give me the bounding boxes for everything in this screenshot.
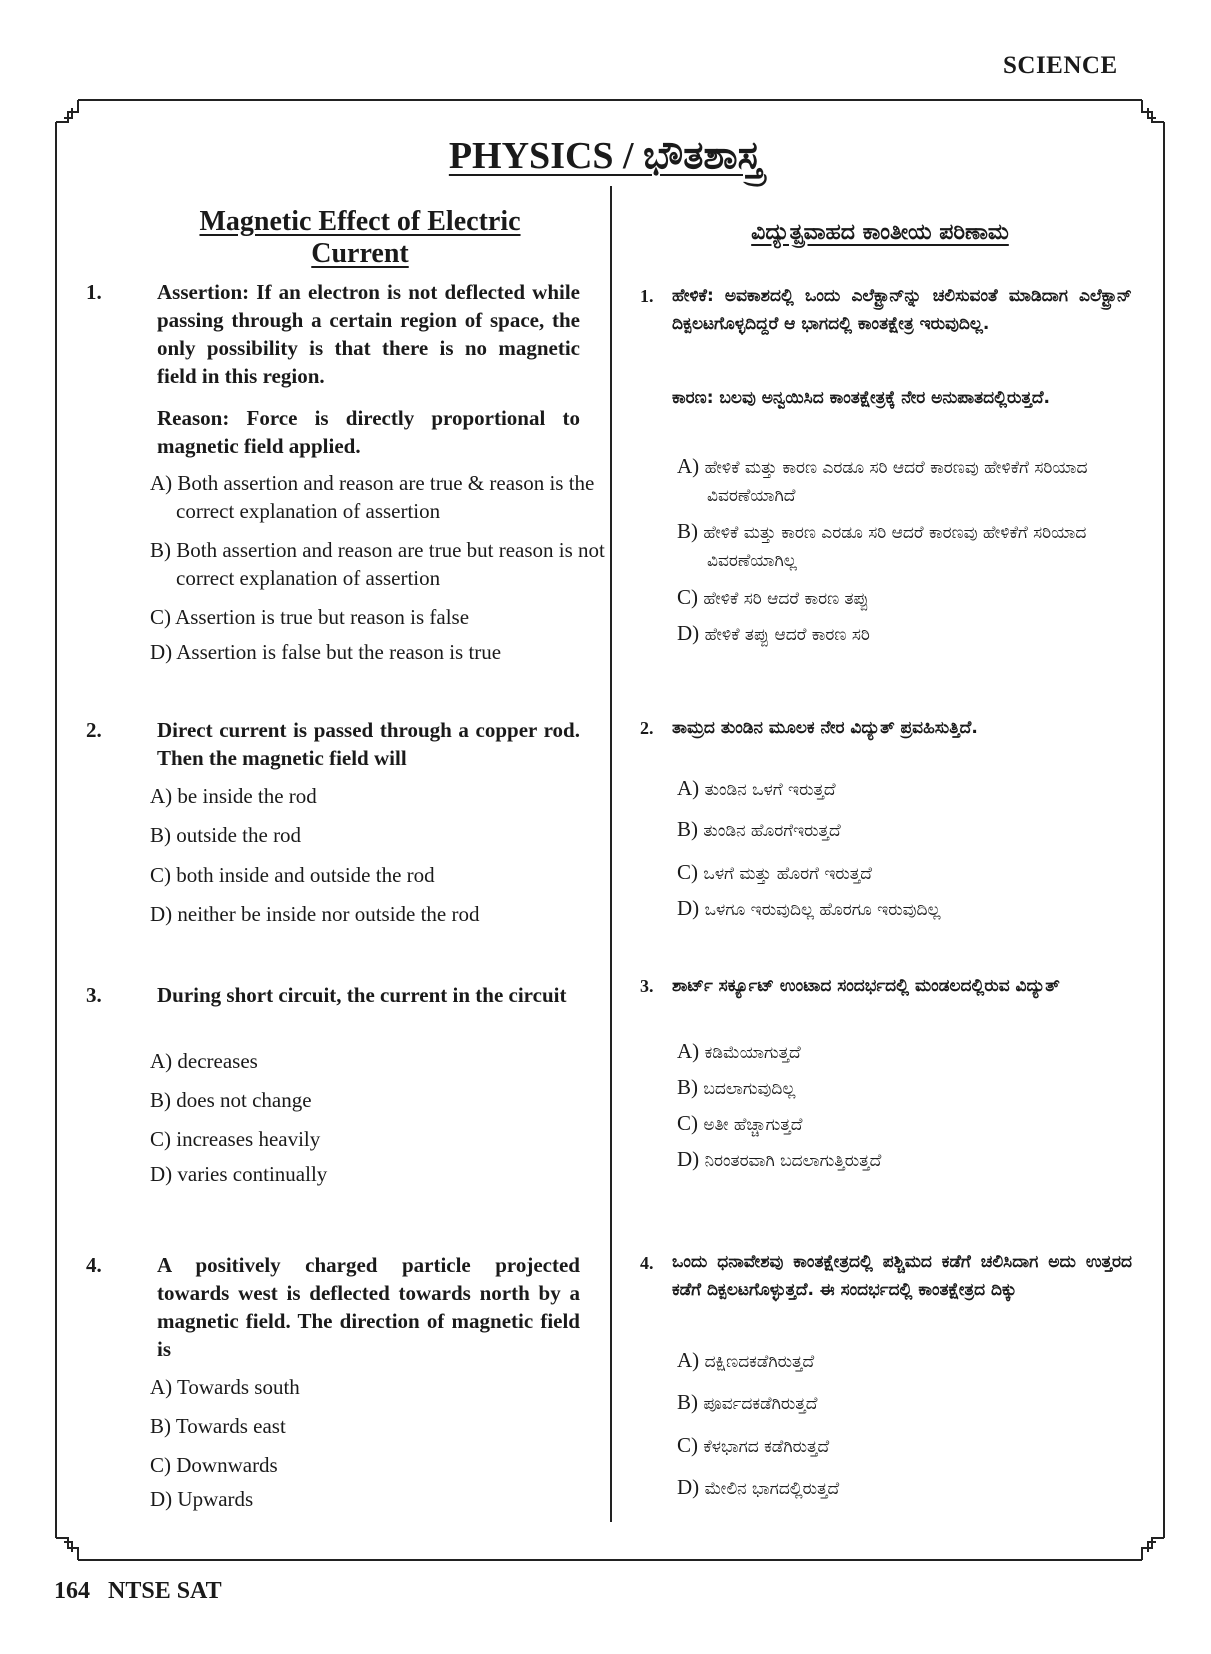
option-label: B) [677, 1075, 698, 1099]
column-divider [610, 186, 612, 1522]
option-label: C) [677, 1111, 698, 1135]
subject-header: SCIENCE [1003, 52, 1118, 79]
option[interactable]: C) Downwards [150, 1453, 278, 1477]
question-text: Assertion: If an electron is not deflected while passing through a certain region of space, the only possibility is that there is no magnetic field in this region. [157, 280, 580, 388]
option-text: ಅತೀ ಹೆಚ್ಚಾಗುತ್ತದೆ [703, 1115, 803, 1135]
option-kn[interactable] [677, 774, 1162, 804]
option-label: D) [677, 621, 700, 645]
option[interactable]: D) Assertion is false but the reason is true [150, 640, 502, 664]
section-heading-en: Magnetic Effect of Electric Current [199, 206, 521, 269]
option-kn[interactable] [677, 1346, 1162, 1376]
page-number: 164 [54, 1578, 90, 1604]
option-label: A) [677, 776, 700, 800]
option[interactable]: C) both inside and outside the rod [150, 863, 435, 887]
book-title: NTSE SAT [108, 1578, 222, 1604]
question-number-kn: 3. [640, 976, 654, 996]
option[interactable]: A) be inside the rod [150, 784, 317, 808]
question-text: During short circuit, the current in the circuit [157, 983, 567, 1007]
question-number-kn: 1. [640, 286, 654, 306]
option-text: ಬದಲಾಗುವುದಿಲ್ಲ [703, 1079, 796, 1099]
question-text-kn: ತಾಮ್ರದ ತುಂಡಿನ ಮೂಲಕ ನೇರ ವಿದ್ಯುತ್ ಪ್ರವಹಿಸುತ್ತಿದೆ. [672, 718, 978, 738]
option-kn[interactable] [677, 1431, 1162, 1461]
option-kn[interactable] [677, 1037, 1162, 1067]
question-number: 1. [86, 280, 102, 304]
page-title: PHYSICS / ಭೌತಶಾಸ್ತ್ರ [448, 135, 763, 177]
option-kn[interactable] [677, 1145, 1162, 1175]
option-text: ಒಳಗೂ ಇರುವುದಿಲ್ಲ ಹೊರಗೂ ಇರುವುದಿಲ್ಲ [704, 900, 941, 920]
option-label: B) [677, 519, 698, 543]
question-number: 2. [86, 718, 102, 742]
option[interactable]: B) Towards east [150, 1414, 286, 1438]
option-label: A) [677, 1039, 700, 1063]
option-text: ಕಡಿಮೆಯಾಗುತ್ತದೆ [704, 1043, 801, 1063]
option-kn[interactable] [677, 1073, 1162, 1103]
option-text: ಮೇಲಿನ ಭಾಗದಲ್ಲಿರುತ್ತದೆ [704, 1479, 840, 1499]
option[interactable]: B) does not change [150, 1088, 312, 1112]
option[interactable]: A) decreases [150, 1049, 258, 1073]
question-text-kn: ಶಾರ್ಟ್ ಸರ್ಕ್ಯೂಟ್ ಉಂಟಾದ ಸಂದರ್ಭದಲ್ಲಿ ಮಂಡಲದಲ್ಲಿರುವ ವಿದ್ಯುತ್ [672, 976, 1060, 996]
option-text: ಹೇಳಿಕೆ ತಪ್ಪು ಆದರೆ ಕಾರಣ ಸರಿ [704, 625, 870, 645]
option-kn[interactable] [677, 1388, 1162, 1418]
question-text-kn: ಒಂದು ಧನಾವೇಶವು ಕಾಂತಕ್ಷೇತ್ರದಲ್ಲಿ ಪಶ್ಚಿಮದ ಕಡೆಗೆ ಚಲಿಸಿದಾಗ ಅದು ಉತ್ತರದ ಕಡೆಗೆ ದಿಕ್ಪಲಟಗೊಳ್ಳುತ್ತದೆ. ಈ ಸಂದರ್ಭದಲ್ಲಿ ಕಾಂತಕ್ಷೇತ್ರದ ದಿಕ್ಕು [672, 1252, 1132, 1300]
option-kn[interactable] [677, 517, 1162, 575]
option-kn[interactable] [677, 815, 1162, 845]
question-reason-kn: ಕಾರಣ: ಬಲವು ಅನ್ವಯಿಸಿದ ಕಾಂತಕ್ಷೇತ್ರಕ್ಕೆ ನೇರ ಅನುಪಾತದಲ್ಲಿರುತ್ತದೆ. [672, 388, 1050, 408]
section-heading-kn: ವಿದ್ಯುತ್ಪ್ರವಾಹದ ಕಾಂತೀಯ ಪರಿಣಾಮ [751, 220, 1009, 245]
option-label: B) [677, 1390, 698, 1414]
option-kn[interactable] [677, 452, 1162, 510]
option-label: C) [677, 585, 698, 609]
option-text: ದಕ್ಷಿಣದಕಡೆಗಿರುತ್ತದೆ [704, 1352, 815, 1372]
question-number: 4. [86, 1253, 102, 1277]
option-kn[interactable] [677, 1109, 1162, 1139]
option-text: ನಿರಂತರವಾಗಿ ಬದಲಾಗುತ್ತಿರುತ್ತದೆ [704, 1151, 882, 1171]
question-text: A positively charged particle projected towards west is deflected towards north by a magnetic field. The direction of magnetic field is [157, 1253, 580, 1361]
option[interactable]: A) Both assertion and reason are true & reason is the correct explanation of assertion [150, 471, 595, 523]
option-text: ತುಂಡಿನ ಹೊರಗೆಇರುತ್ತದೆ [703, 821, 841, 841]
option-kn[interactable] [677, 619, 1162, 649]
option-text: ಪೂರ್ವದಕಡೆಗಿರುತ್ತದೆ [703, 1394, 818, 1414]
option-text: ಕೆಳಭಾಗದ ಕಡೆಗಿರುತ್ತದೆ [703, 1437, 830, 1457]
option[interactable]: D) neither be inside nor outside the rod [150, 902, 480, 926]
option-label: D) [677, 1147, 700, 1171]
question-number-kn: 2. [640, 718, 654, 738]
option-label: D) [677, 896, 700, 920]
option-label: C) [677, 1433, 698, 1457]
page-footer [54, 1578, 222, 1605]
option[interactable]: D) varies continually [150, 1162, 328, 1186]
question-number: 3. [86, 983, 102, 1007]
option[interactable]: D) Upwards [150, 1487, 254, 1511]
option-text: ಹೇಳಿಕೆ ಸರಿ ಆದರೆ ಕಾರಣ ತಪ್ಪು [703, 589, 869, 609]
option[interactable]: B) outside the rod [150, 823, 302, 847]
option-text: ತುಂಡಿನ ಒಳಗೆ ಇರುತ್ತದೆ [704, 780, 836, 800]
option[interactable]: B) Both assertion and reason are true but reason is not correct explanation of assertion [150, 538, 605, 590]
option-kn[interactable] [677, 1473, 1162, 1503]
option[interactable]: C) Assertion is true but reason is false [150, 605, 470, 629]
option-label: A) [677, 454, 700, 478]
option-kn[interactable] [677, 583, 1162, 613]
option-text: ಹೇಳಿಕೆ ಮತ್ತು ಕಾರಣ ಎರಡೂ ಸರಿ ಆದರೆ ಕಾರಣವು ಹೇಳಿಕೆಗೆ ಸರಿಯಾದ ವಿವರಣೆಯಾಗಿದೆ [704, 458, 1088, 506]
option[interactable]: A) Towards south [150, 1375, 300, 1399]
option-kn[interactable] [677, 894, 1162, 924]
question-text-kn: ಹೇಳಿಕೆ: ಅವಕಾಶದಲ್ಲಿ ಒಂದು ಎಲೆಕ್ಟ್ರಾನ್‌ನ್ನು ಚಲಿಸುವಂತೆ ಮಾಡಿದಾಗ ಎಲೆಕ್ಟ್ರಾನ್ ದಿಕ್ಪಲಟಗೊಳ್ಳದಿದ್ದರೆ ಆ ಭಾಗದಲ್ಲಿ ಕಾಂತಕ್ಷೇತ್ರ ಇರುವುದಿಲ್ಲ. [672, 286, 1132, 334]
option-text: ಹೇಳಿಕೆ ಮತ್ತು ಕಾರಣ ಎರಡೂ ಸರಿ ಆದರೆ ಕಾರಣವು ಹೇಳಿಕೆಗೆ ಸರಿಯಾದ ವಿವರಣೆಯಾಗಿಲ್ಲ [703, 523, 1087, 571]
option-kn[interactable] [677, 858, 1162, 888]
option-label: A) [677, 1348, 700, 1372]
option-label: D) [677, 1475, 700, 1499]
option-text: ಒಳಗೆ ಮತ್ತು ಹೊರಗೆ ಇರುತ್ತದೆ [703, 864, 872, 884]
question-text: Direct current is passed through a copper rod. Then the magnetic field will [157, 718, 580, 770]
option-label: C) [677, 860, 698, 884]
question-number-kn: 4. [640, 1253, 654, 1273]
option[interactable]: C) increases heavily [150, 1127, 321, 1151]
option-label: B) [677, 817, 698, 841]
question-reason: Reason: Force is directly proportional to magnetic field applied. [157, 406, 580, 458]
